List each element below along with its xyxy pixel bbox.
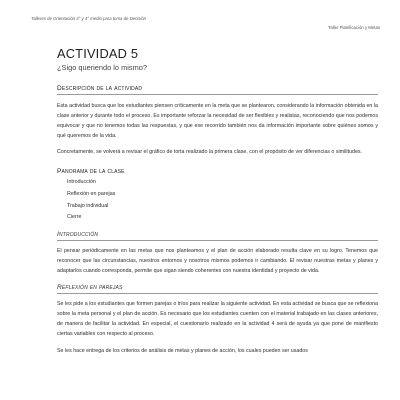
pairs-paragraph-cut: Se les hace entrega de los criterios de análisis de metas y planes de acción, los cuales pueden ser usados: [57, 347, 308, 354]
activity-subtitle: ¿Sigo queriendo lo mismo?: [57, 63, 147, 72]
header-right-text: Taller Planificación y Metas: [328, 25, 380, 30]
introduction-heading: Introducción: [57, 231, 378, 241]
activity-title: ACTIVIDAD 5: [57, 46, 139, 61]
description-paragraph-1: Esta actividad busca que los estudiantes piensen críticamente en la meta que se plantearon, considerando la información obtenida en la clase anterior y durante todo el proceso. Es importante reforzar la necesidad de ser flexibles y realistas, reconociendo que nos podemos equivocar y que no tenemos todas las respuestas, y que ese recorrido también nos da información importante sobre quiénes somos y qué queremos de la vida.: [57, 103, 378, 140]
overview-item: Reflexión en parejas: [67, 191, 116, 198]
overview-list: [57, 177, 378, 223]
pairs-heading: Reflexión en parejas: [57, 284, 378, 294]
overview-item: Cierre: [67, 214, 82, 221]
description-heading: Descripción de la actividad: [57, 85, 378, 95]
page-content: [57, 46, 378, 356]
introduction-paragraph: El pensar periódicamente en las metas que nos planteamos y el plan de acción elaborado resulta clave en su logro. Tenemos que reconocer que las circunstancias, nuestros entornos y nosotros mismos podemos ir cambiando. El revisar nuestras metas y planes y adaptarlos cuando corresponda, permite que sigan siendo coherentes con nuestra identidad y proyecto de vida.: [57, 247, 378, 275]
overview-item: Introducción: [67, 179, 96, 186]
pairs-paragraph: Se les pide a los estudiantes que formen parejas o tríos para realizar la siguiente actividad. En esta actividad se busca que se reflexiona sobre la meta personal y el plan de acción. Es necesario que los estudiantes cuenten con el material trabajado en las clases anteriores, de manera de facilitar la actividad. En especial, el cuestionario realizado en la actividad 4 será de ayuda ya que pone de manifiesto ciertas variables con respecto al proceso.: [57, 301, 378, 338]
header-left-text: Talleres de Orientación 3° y 4° medio para toma de Decisión: [31, 16, 147, 21]
overview-item: Trabajo individual: [67, 202, 109, 209]
description-paragraph-2: Concretamente, se volverá a revisar el gráfico de torta realizado la primera clase, con el propósito de ver diferencias o similitudes.: [57, 149, 363, 156]
overview-heading: Panorama de la clase: [57, 168, 125, 176]
